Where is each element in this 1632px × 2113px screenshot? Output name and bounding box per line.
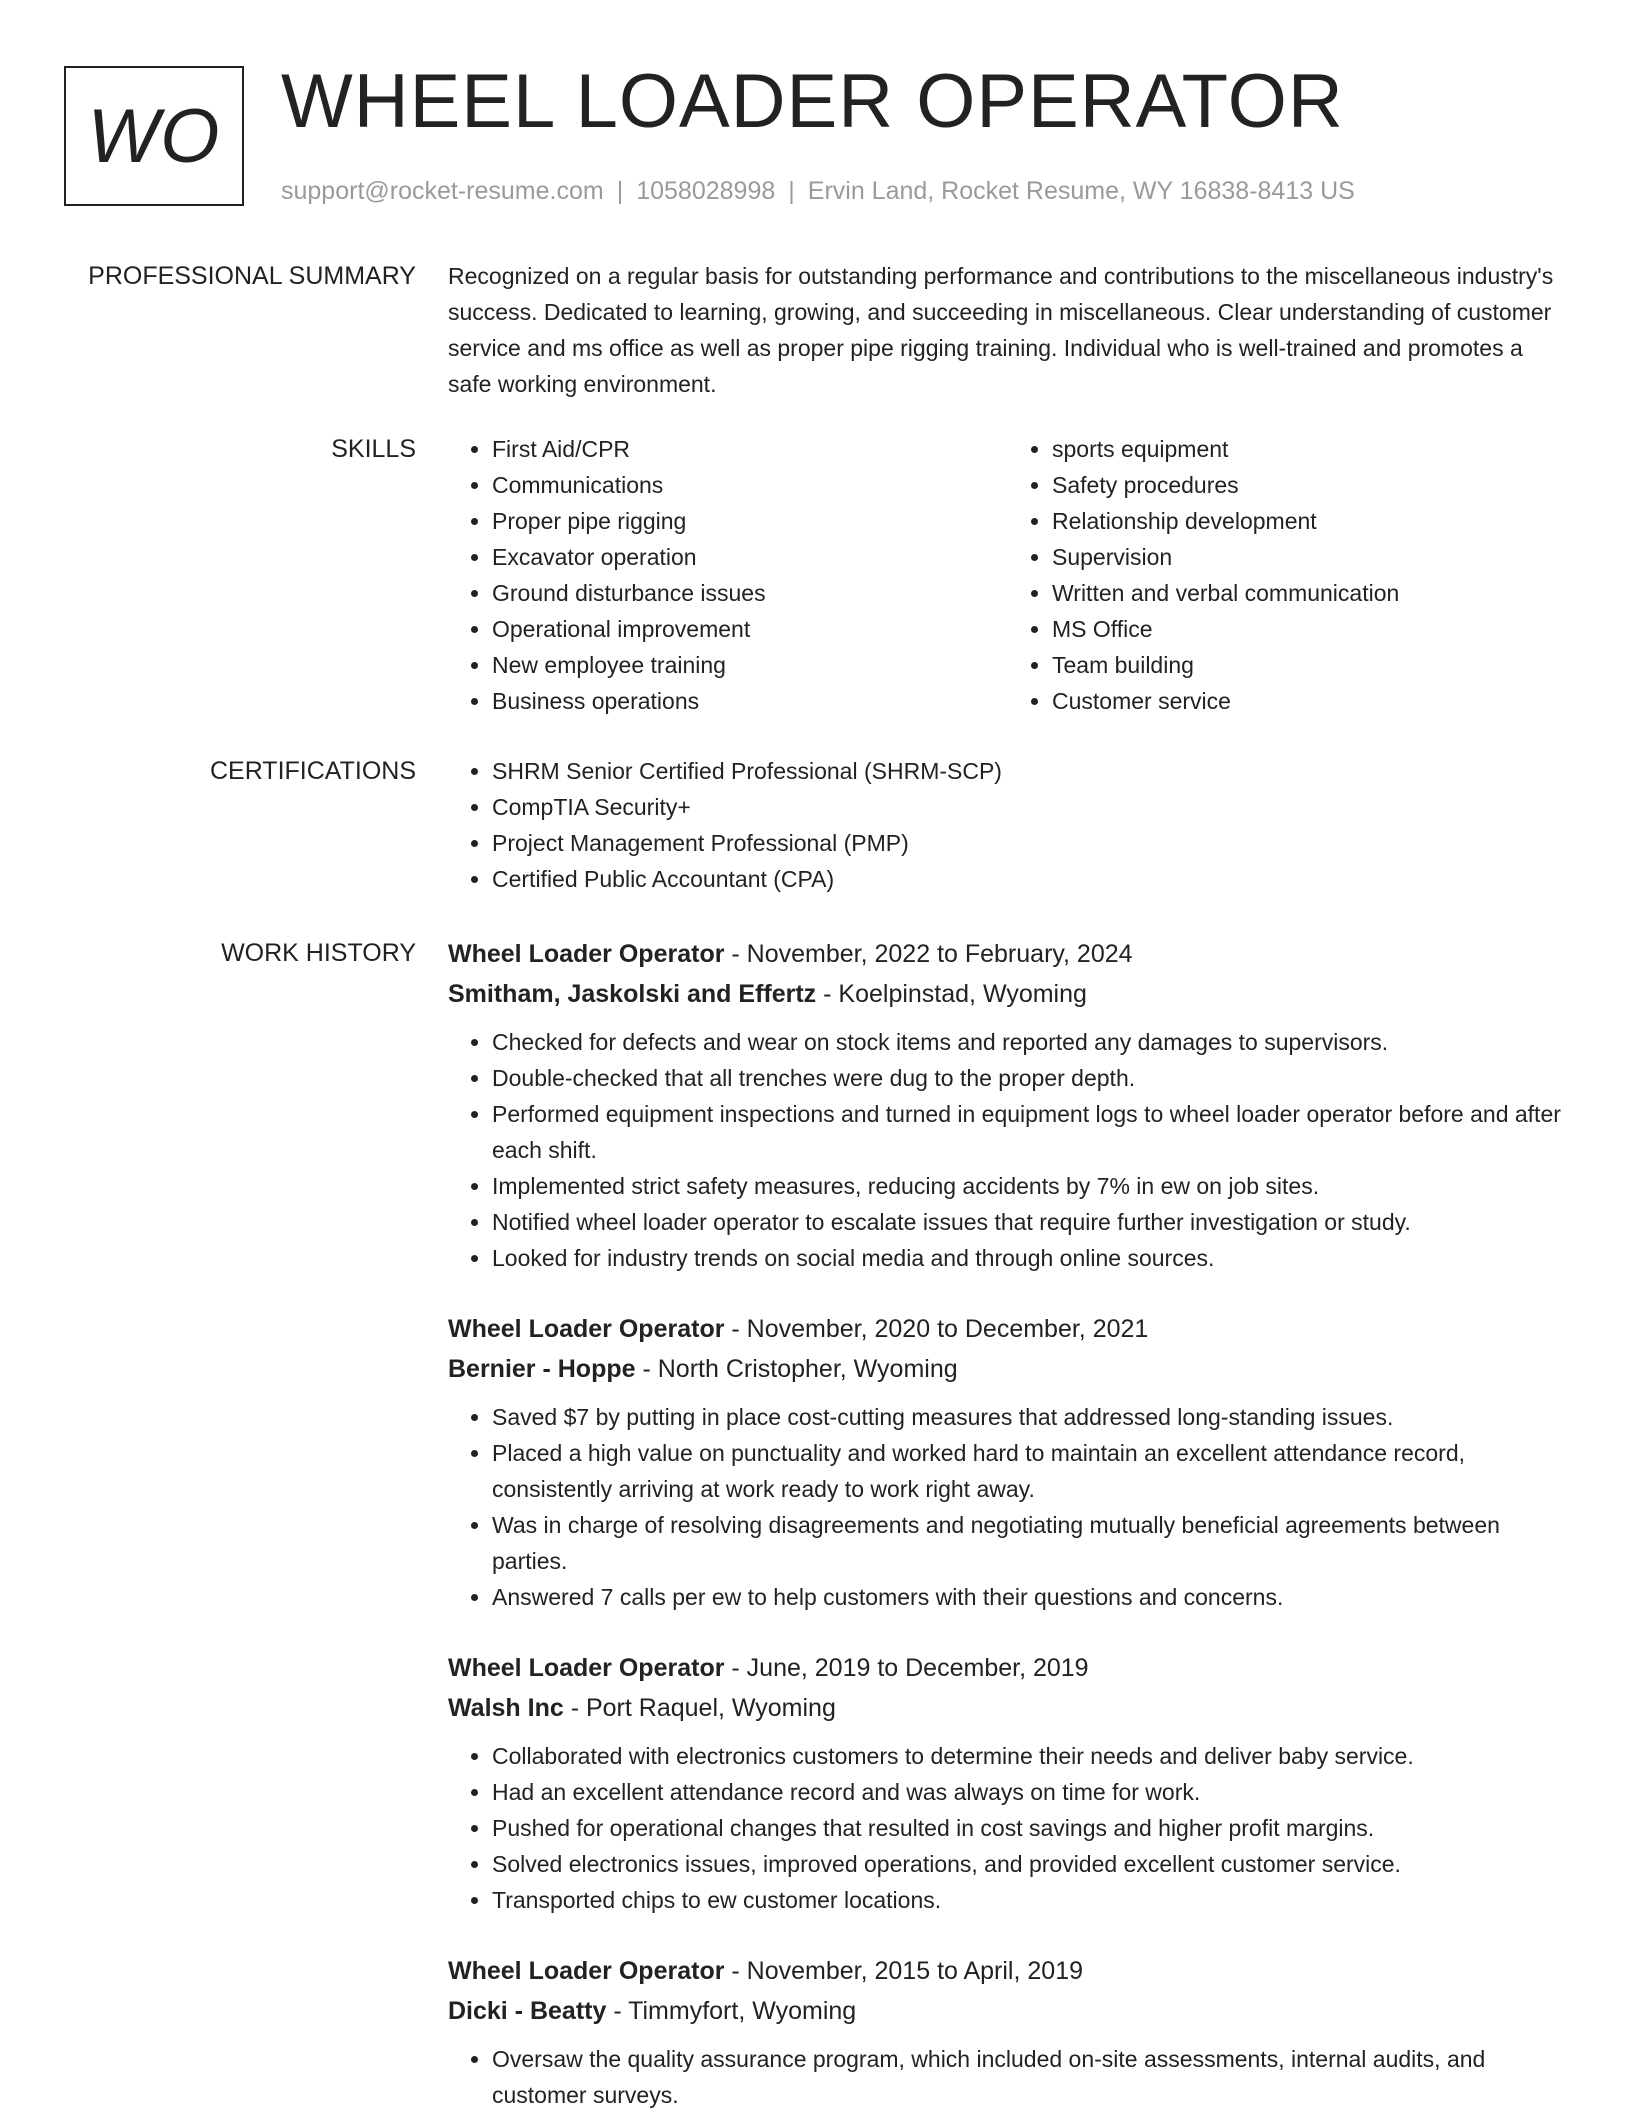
certifications-body	[448, 753, 1568, 897]
job-bullet: • Oversaw the quality assurance program, which included on-site assessments, internal audits, and customer surveys.	[492, 2041, 1568, 2113]
job-company-line	[448, 1991, 1568, 2031]
work-history-heading: WORK HISTORY	[221, 939, 416, 967]
job-dates: - November, 2015 to April, 2019	[724, 1957, 1083, 1985]
summary-heading: PROFESSIONAL SUMMARY	[88, 262, 416, 290]
job-bullet: • Solved electronics issues, improved operations, and provided excellent customer service.	[492, 1846, 1568, 1882]
job-dates: - November, 2020 to December, 2021	[724, 1315, 1149, 1343]
skills-heading: SKILLS	[331, 435, 416, 463]
certifications-list	[448, 753, 1568, 897]
job-bullet: • Performed equipment inspections and turned in equipment logs to wheel loader operator before and after each shift.	[492, 1096, 1568, 1168]
job-company: Walsh Inc	[448, 1694, 564, 1722]
job-company-line	[448, 1688, 1568, 1728]
summary-text: Recognized on a regular basis for outstanding performance and contributions to the miscellaneous industry's success. Dedicated to learning, growing, and succeeding in miscellaneous. Clear understanding of customer service and ms office as well as proper pipe rigging training. Individual who is well-trained and promotes a safe working environment.	[448, 263, 1554, 397]
job-role: Wheel Loader Operator	[448, 1654, 725, 1682]
skill-item: • Supervision	[1052, 539, 1568, 575]
job-bullets	[448, 1024, 1568, 1276]
job-bullet: • Transported chips to ew customer locations.	[492, 1882, 1568, 1918]
job-company-line	[448, 974, 1568, 1014]
job-company-line	[448, 1349, 1568, 1389]
skill-item: • Ground disturbance issues	[492, 575, 1008, 611]
skill-item: • New employee training	[492, 647, 1008, 683]
skill-item: • Proper pipe rigging	[492, 503, 1008, 539]
contact-email[interactable]: support@rocket-resume.com	[281, 177, 604, 205]
skills-list-left	[448, 431, 1008, 719]
job-company: Smitham, Jaskolski and Effertz	[448, 980, 817, 1008]
job-role: Wheel Loader Operator	[448, 940, 725, 968]
skill-item: • Written and verbal communication	[1052, 575, 1568, 611]
monogram-badge	[64, 66, 244, 206]
skills-list-right	[1008, 431, 1568, 719]
resume-title: WHEEL LOADER OPERATOR	[281, 59, 1344, 144]
job-role-line	[448, 1309, 1568, 1349]
job-dates: - June, 2019 to December, 2019	[724, 1654, 1089, 1682]
job-role: Wheel Loader Operator	[448, 1957, 725, 1985]
work-history-body	[448, 934, 1568, 2113]
skill-item: • Team building	[1052, 647, 1568, 683]
job-bullet: • Placed a high value on punctuality and worked hard to maintain an excellent attendance record, consistently arriving at work ready to work right away.	[492, 1435, 1568, 1507]
job-location: - Koelpinstad, Wyoming	[816, 980, 1087, 1008]
job-bullet: • Looked for industry trends on social media and through online sources.	[492, 1240, 1568, 1276]
job-bullets	[448, 1399, 1568, 1615]
skill-item: • First Aid/CPR	[492, 431, 1008, 467]
skill-item: • Operational improvement	[492, 611, 1008, 647]
job-role-line	[448, 934, 1568, 974]
job-bullet: • Checked for defects and wear on stock items and reported any damages to supervisors.	[492, 1024, 1568, 1060]
job-entry	[448, 1309, 1568, 1615]
certification-item: • CompTIA Security+	[492, 789, 1568, 825]
job-entry	[448, 934, 1568, 1276]
skill-item: • Business operations	[492, 683, 1008, 719]
skill-item: • sports equipment	[1052, 431, 1568, 467]
job-bullets	[448, 1738, 1568, 1918]
job-location: - Port Raquel, Wyoming	[563, 1694, 836, 1722]
contact-line	[281, 174, 1355, 208]
job-bullet: • Pushed for operational changes that resulted in cost savings and higher profit margins.	[492, 1810, 1568, 1846]
job-bullet: • Notified wheel loader operator to escalate issues that require further investigation or study.	[492, 1204, 1568, 1240]
contact-separator: |	[788, 177, 795, 205]
skill-item: • Customer service	[1052, 683, 1568, 719]
job-company: Dicki - Beatty	[448, 1997, 607, 2025]
job-bullet: • Saved $7 by putting in place cost-cutting measures that addressed long-standing issues.	[492, 1399, 1568, 1435]
job-role-line	[448, 1648, 1568, 1688]
contact-separator: |	[616, 177, 624, 205]
certification-item: • Certified Public Accountant (CPA)	[492, 861, 1568, 897]
contact-phone[interactable]: 1058028998	[636, 177, 776, 205]
job-bullet: • Was in charge of resolving disagreements and negotiating mutually beneficial agreements between parties.	[492, 1507, 1568, 1579]
certifications-heading: CERTIFICATIONS	[209, 757, 416, 785]
contact-address: Ervin Land, Rocket Resume, WY 16838-8413 US	[807, 177, 1355, 205]
job-location: - Timmyfort, Wyoming	[606, 1997, 857, 2025]
skill-item: • Relationship development	[1052, 503, 1568, 539]
job-bullet: • Implemented strict safety measures, reducing accidents by 7% in ew on job sites.	[492, 1168, 1568, 1204]
monogram-initials: WO	[87, 93, 221, 179]
job-bullet: • Collaborated with electronics customers to determine their needs and deliver baby service.	[492, 1738, 1568, 1774]
job-role: Wheel Loader Operator	[448, 1315, 725, 1343]
skill-item: • MS Office	[1052, 611, 1568, 647]
skill-item: • Communications	[492, 467, 1008, 503]
job-entry	[448, 1648, 1568, 1918]
job-entry	[448, 1951, 1568, 2113]
job-bullets	[448, 2041, 1568, 2113]
skills-body	[448, 431, 1568, 719]
job-bullet: • Had an excellent attendance record and was always on time for work.	[492, 1774, 1568, 1810]
job-role-line	[448, 1951, 1568, 1991]
certification-item: • Project Management Professional (PMP)	[492, 825, 1568, 861]
job-bullet: • Answered 7 calls per ew to help customers with their questions and concerns.	[492, 1579, 1568, 1615]
job-bullet: • Double-checked that all trenches were dug to the proper depth.	[492, 1060, 1568, 1096]
job-company: Bernier - Hoppe	[448, 1355, 636, 1383]
certification-item: • SHRM Senior Certified Professional (SHRM-SCP)	[492, 753, 1568, 789]
skill-item: • Excavator operation	[492, 539, 1008, 575]
job-location: - North Cristopher, Wyoming	[635, 1355, 958, 1383]
skill-item: • Safety procedures	[1052, 467, 1568, 503]
job-dates: - November, 2022 to February, 2024	[724, 940, 1133, 968]
